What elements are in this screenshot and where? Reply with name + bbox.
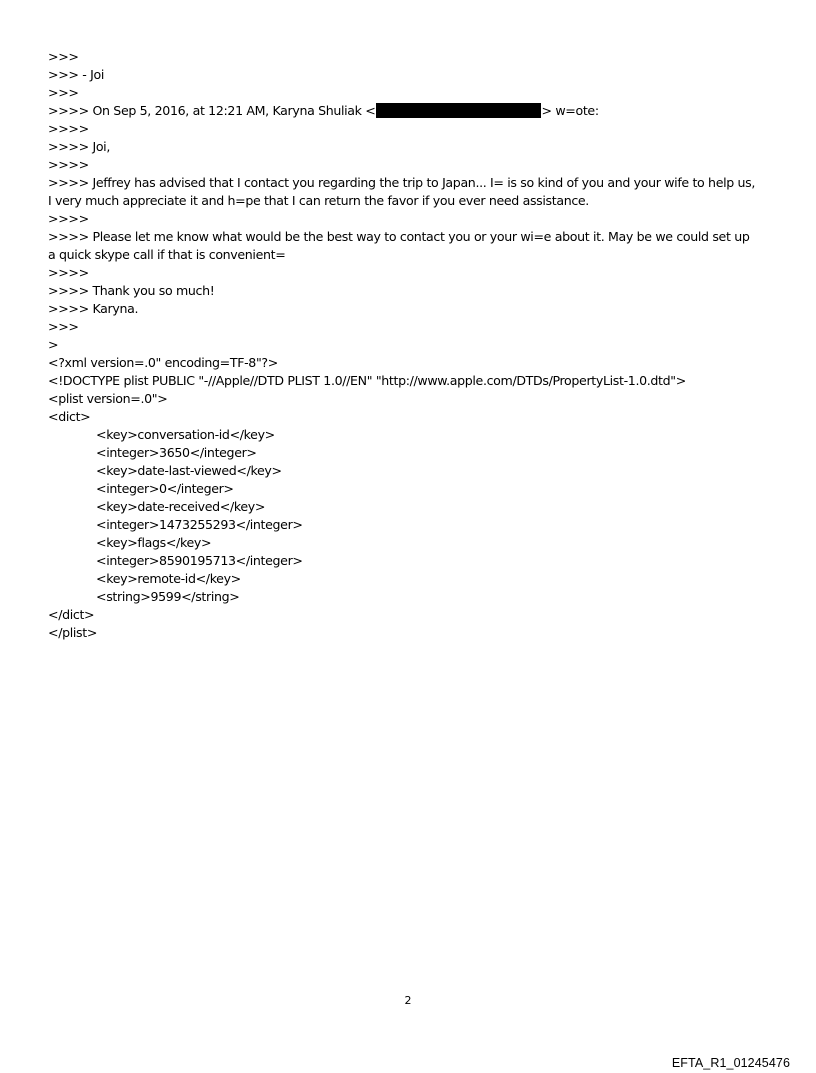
plist-entry: <string>9599</string> <box>96 589 240 604</box>
message-paragraph: >>>> Please let me know what would be the best way to contact you or your wi=e about it. May be we could set up a quick skype call if that is convenient= <box>48 229 750 262</box>
plist-entry: <integer>0</integer> <box>96 481 234 496</box>
plist-entry: <key>date-received</key> <box>96 499 266 514</box>
greeting-line: >>>> Joi, <box>48 139 110 154</box>
dict-close-tag: </dict> <box>48 607 95 622</box>
plist-entry: <integer>3650</integer> <box>96 445 257 460</box>
quote-line: >>>> <box>48 265 89 280</box>
quote-line: >>>> <box>48 121 89 136</box>
redaction-block <box>376 103 541 118</box>
plist-entry: <key>flags</key> <box>96 535 212 550</box>
closing-line: >>>> Thank you so much! <box>48 283 215 298</box>
quote-line: >>> <box>48 85 79 100</box>
quote-header-text: >>>> On Sep 5, 2016, at 12:21 AM, Karyna Shuliak < <box>48 103 376 118</box>
page-number: 2 <box>404 994 412 1007</box>
quote-line: >>> <box>48 319 79 334</box>
quote-line: >>>> <box>48 211 89 226</box>
quote-signature-line: >>> - Joi <box>48 67 104 82</box>
quote-header-suffix: > w=ote: <box>541 103 599 118</box>
quote-line: >>> <box>48 49 79 64</box>
doctype-line: <!DOCTYPE plist PUBLIC "-//Apple//DTD PLIST 1.0//EN" "http://www.apple.com/DTDs/PropertyList-1.0.dtd"> <box>48 373 686 388</box>
plist-close-tag: </plist> <box>48 625 98 640</box>
document-id: EFTA_R1_01245476 <box>671 1056 790 1070</box>
quote-header-line <box>48 102 758 120</box>
quote-line: >>>> <box>48 157 89 172</box>
xml-declaration: <?xml version=.0" encoding=TF-8"?> <box>48 355 278 370</box>
plist-entry: <integer>8590195713</integer> <box>96 553 303 568</box>
plist-open-tag: <plist version=.0"> <box>48 391 168 406</box>
plist-entry: <key>conversation-id</key> <box>96 427 275 442</box>
message-paragraph: >>>> Jeffrey has advised that I contact you regarding the trip to Japan... I= is so kind of you and your wife to help us, I very much appreciate it and h=pe that I can return the favor if you ever need assistance. <box>48 175 756 208</box>
plist-entry: <key>remote-id</key> <box>96 571 241 586</box>
dict-open-tag: <dict> <box>48 409 91 424</box>
plist-entry: <integer>1473255293</integer> <box>96 517 303 532</box>
quote-line: > <box>48 337 59 352</box>
document-body <box>48 48 758 642</box>
signature-line: >>>> Karyna. <box>48 301 139 316</box>
plist-entry: <key>date-last-viewed</key> <box>96 463 282 478</box>
